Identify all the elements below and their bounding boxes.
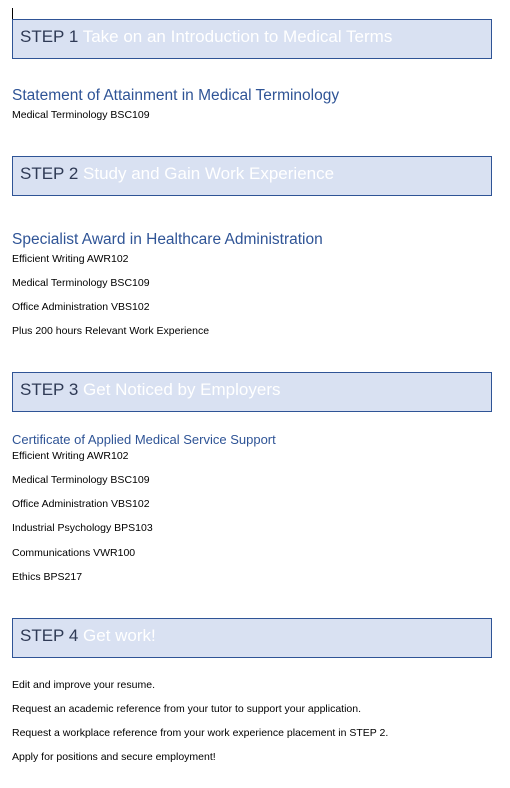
- step-1-header: [12, 19, 492, 59]
- course-item: Medical Terminology BSC109: [12, 277, 150, 289]
- course-item: Medical Terminology BSC109: [12, 474, 150, 486]
- step-3-header: [12, 372, 492, 412]
- qualification-title: Certificate of Applied Medical Service Support: [12, 432, 276, 447]
- step-number: STEP 3: [20, 380, 79, 399]
- course-item: Plus 200 hours Relevant Work Experience: [12, 325, 210, 337]
- step-4-header: [12, 618, 492, 658]
- course-item: Communications VWR100: [12, 547, 136, 559]
- step-number: STEP 4: [20, 626, 79, 645]
- action-item: Apply for positions and secure employment!: [12, 751, 216, 763]
- course-item: Office Administration VBS102: [12, 498, 150, 510]
- course-item: Efficient Writing AWR102: [12, 253, 129, 265]
- course-item: Medical Terminology BSC109: [12, 109, 150, 121]
- course-item: Industrial Psychology BPS103: [12, 522, 153, 534]
- action-item: Edit and improve your resume.: [12, 679, 155, 691]
- qualification-title: Specialist Award in Healthcare Administration: [12, 231, 323, 248]
- action-item: Request a workplace reference from your work experience placement in STEP 2.: [12, 727, 389, 739]
- step-title: Get Noticed by Employers: [83, 380, 281, 399]
- step-title: Get work!: [83, 626, 156, 645]
- step-number: STEP 1: [20, 27, 79, 46]
- course-item: Efficient Writing AWR102: [12, 450, 129, 462]
- step-number: STEP 2: [20, 164, 79, 183]
- text-cursor: [12, 8, 13, 19]
- course-item: Office Administration VBS102: [12, 301, 150, 313]
- step-2-header: [12, 156, 492, 196]
- course-item: Ethics BPS217: [12, 571, 83, 583]
- qualification-title: Statement of Attainment in Medical Terminology: [12, 87, 340, 104]
- step-title: Study and Gain Work Experience: [83, 164, 335, 183]
- step-title: Take on an Introduction to Medical Terms: [82, 27, 393, 46]
- action-item: Request an academic reference from your tutor to support your application.: [12, 703, 362, 715]
